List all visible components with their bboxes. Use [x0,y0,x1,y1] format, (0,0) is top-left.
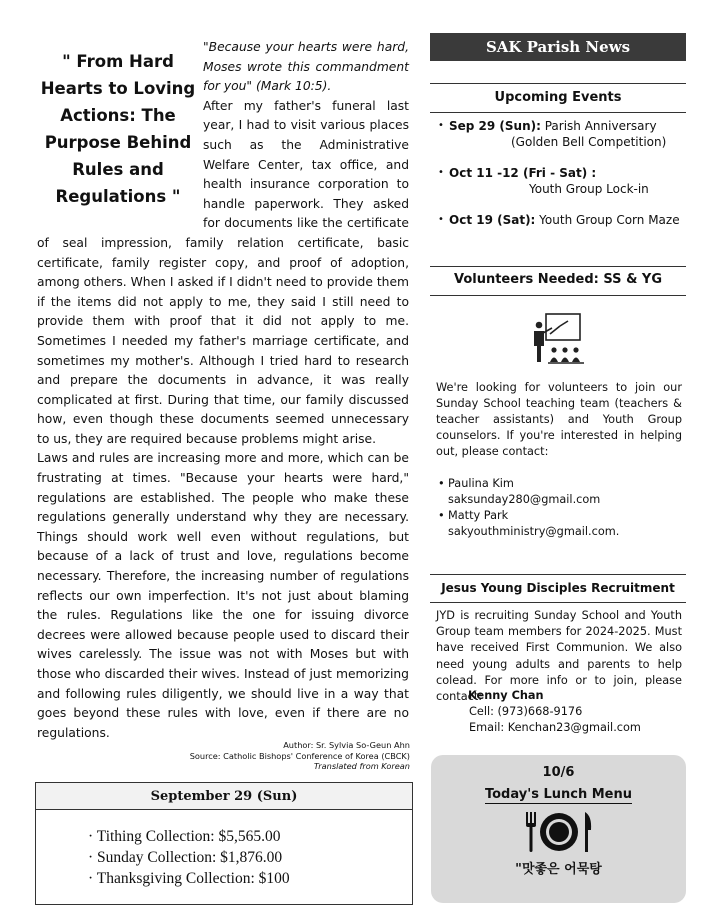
event-detail: (Golden Bell Competition) [511,135,667,149]
events-list [438,118,688,243]
article-title: " From Hard Hearts to Loving Actions: The Purpose Behind Rules and Regulations " [40,52,196,206]
article-body [37,38,409,743]
collection-box [35,782,413,905]
event-date: Sep 29 (Sun): [449,119,541,133]
article-author: Author: Sr. Sylvia So-Geun Ahn [283,740,410,750]
jyd-contact [436,688,641,737]
contact-email[interactable]: sakyouthministry@gmail.com. [448,525,620,538]
collection-list [36,810,412,889]
divider [430,112,686,113]
title-float-spacer [37,38,203,221]
contact-email[interactable]: saksunday280@gmail.com [448,493,601,506]
contact-name: • Matty Park [448,509,509,522]
event-item [438,118,688,150]
lunch-date: 10/6 [542,765,575,780]
article-translated: Translated from Korean [313,761,410,771]
contact-item [438,476,688,508]
plate-fork-knife-icon [521,810,597,854]
jyd-cell: Cell: (973)668-9176 [469,705,583,719]
jyd-contact-name: Kenny Chan [468,689,544,702]
divider [430,602,686,603]
contact-name: • Paulina Kim [448,477,514,490]
lunch-menu-box [431,755,686,903]
jyd-text: JYD is recruiting Sunday School and Youth Group team members for 2024-2025. Must have received First Communion. We also need young adults and parents to help colead. For more info or to join, please contact: [436,609,682,704]
divider [430,295,686,296]
article-paragraph-1: After my father's funeral last year, I had to visit various places such as the Administrative Welfare Center, tax office, and health insurance corporation to handle paperwork. They asked for documents like the certificate of seal impression, family relation certificate, basic certificate, family register copy, and proof of adoption, among others. When I asked if I didn't need to provide them if the items did not apply to me, they said I still need to provide them with proof that it did not apply to me. Sometimes I needed my father's marriage certificate, and sometimes my mother's. Although I tried hard to research and prepare the documents in advance, it was really complicated at first. During that time, our family discussed how, even though these documents seemed unnecessary to us, they are required because problems might arise. [37,98,409,446]
event-name: Youth Group Corn Maze [535,213,680,227]
collection-item: · Tithing Collection: $5,565.00 [88,826,412,847]
event-item [438,212,688,228]
collection-item: · Thanksgiving Collection: $100 [88,868,412,889]
parish-news-header: SAK Parish News [430,33,686,61]
volunteer-contacts [438,476,688,540]
divider [430,83,686,84]
article-quote: "Because your hearts were hard, Moses wrote this commandment for you" (Mark 10:5). [203,40,409,94]
divider [430,266,686,267]
event-date: Oct 11 -12 (Fri - Sat) : [449,166,597,180]
event-name: Parish Anniversary [540,119,657,133]
teacher-classroom-icon [530,312,588,366]
collection-item: · Sunday Collection: $1,876.00 [88,847,412,868]
article-paragraph-2: Laws and rules are increasing more and more, which can be frustrating at times. "Because your hearts were hard," regulations are established. The people who make these regulations generally understand why they are necessary. Things should work well even without regulations, but because of a lack of trust and love, regulations become necessary. Therefore, the increasing number of regulations reflects our own imperfection. It's not just about blaming the rules. Regulations like the one for issuing divorce decrees were allowed because people used to discard their wives carelessly. The issue was not with Moses but with those who discarded their wives. Instead of just memorizing and following rules diligently, we should live in a way that goes beyond these rules with love, even if there are no regulations. [37,451,409,740]
divider [430,574,686,575]
jyd-contact-name-row [436,688,641,704]
lunch-title: Today's Lunch Menu [484,787,632,802]
volunteers-text: We're looking for volunteers to join our Sunday School teaching team (teachers & teacher assistants) and Youth Group counselors. If you're interested in helping out, please contact: [436,381,682,458]
event-item [438,165,688,197]
jyd-title: Jesus Young Disciples Recruitment [441,581,675,595]
event-date: Oct 19 (Sat): [449,213,536,227]
jyd-email[interactable]: Email: Kenchan23@gmail.com [469,721,641,735]
article-source: Source: Catholic Bishops' Conference of Korea (CBCK) [189,750,410,761]
lunch-dish: "맛좋은 어묵탕 [515,862,602,877]
events-title: Upcoming Events [494,90,622,105]
collection-header: September 29 (Sun) [36,783,412,810]
contact-item [438,508,688,540]
volunteers-title: Volunteers Needed: SS & YG [453,272,663,287]
event-detail: Youth Group Lock-in [529,182,649,196]
article-credits [37,740,410,772]
